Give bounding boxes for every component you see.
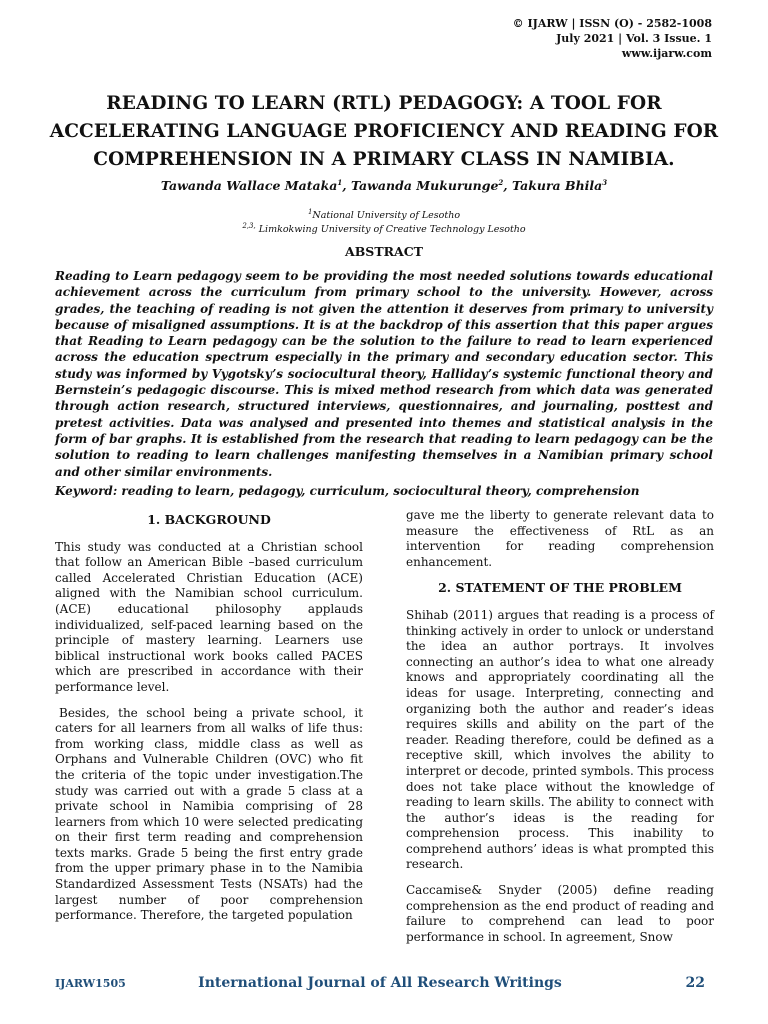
footer-journal-name: International Journal of All Research Writings [198, 975, 562, 991]
affiliation-sup: 1 [307, 208, 313, 216]
section-heading-background: 1. BACKGROUND [147, 512, 271, 527]
author-name: Tawanda Mukurunge [350, 178, 499, 194]
journal-website: www.ijarw.com [621, 47, 712, 60]
author-sup: 2 [498, 178, 504, 187]
footer-article-code: IJARW1505 [55, 977, 126, 990]
author-sep: , [503, 178, 513, 194]
paragraph: Shihab (2011) argues that reading is a process of thinking actively in order to unlock or understand the idea an author portrays. It involves connecting an author’s idea to what one already knows and appropriately coordinating all the ideas for usage. Interpreting, connecting and organizing both the author and reader’s ideas requires skills and ability on the part of the reader. Reading therefore, could be defined as a receptive skill, which involves the ability to interpret or decode, printed symbols. This process does not take place without the knowledge of reading to learn skills. The ability to connect with the author’s ideas is the reading for comprehension process. This inability to comprehend authors’ ideas is what prompted this research. [406, 607, 714, 872]
paragraph: Besides, the school being a private school, it caters for all learners from all walks of life thus: from working class, middle class as well as Orphans and Vulnerable Children (OVC) who fit the criteria of the topic under investigation.The study was carried out with a grade 5 class at a private school in Namibia comprising of 28 learners from which 10 were selected predicating on their first term reading and comprehension texts marks. Grade 5 being the first entry grade from the upper primary phase in to the Namibia Standardized Assessment Tests (NSATs) had the largest number of poor comprehension performance. Therefore, the targeted population [55, 705, 363, 923]
journal-header [513, 16, 712, 61]
affiliation-1 [0, 208, 768, 221]
right-column [406, 508, 714, 955]
author-list [0, 178, 768, 193]
paragraph: gave me the liberty to generate relevant data to measure the effectiveness of RtL as an intervention for reading comprehension enhancement. [406, 508, 714, 569]
section-heading-problem: 2. STATEMENT OF THE PROBLEM [438, 580, 682, 596]
title-line-1: READING TO LEARN (RTL) PEDAGOGY: A TOOL FOR [106, 93, 662, 114]
author-sep: , [342, 178, 351, 194]
paper-title [40, 90, 728, 174]
abstract-text: Reading to Learn pedagogy seem to be providing the most needed solutions towards educational achievement across the curriculum from primary school to the university. However, across grades, the teaching of reading is not given the attention it deserves from primary to university because of misaligned assumptions. It is at the backdrop of this assertion that this paper argues that Reading to Learn pedagogy can be the solution to the failure to read to learn experienced across the education spectrum especially in the primary and secondary education sector. This study was informed by Vygotsky’s sociocultural theory, Halliday’s systemic functional theory and Bernstein’s pedagogic discourse. This is mixed method research from which data was generated through action research, structured interviews, questionnaires, and journaling, posttest and pretest activities. Data was analysed and presented into themes and statistical analysis in the form of bar graphs. It is established from the research that reading to learn pedagogy can be the solution to reading to learn challenges manifesting themselves in a Namibian primary school and other similar environments. [55, 269, 713, 479]
left-column [55, 508, 363, 934]
title-line-2: ACCELERATING LANGUAGE PROFICIENCY AND READING FOR [49, 121, 719, 142]
page-number: 22 [685, 975, 705, 991]
title-line-3: COMPREHENSION IN A PRIMARY CLASS IN NAMIBIA. [93, 149, 675, 170]
journal-issn: © IJARW | ISSN (O) - 2582-1008 [512, 17, 712, 30]
journal-issue: July 2021 | Vol. 3 Issue. 1 [556, 32, 712, 45]
author-name: Takura Bhila [512, 178, 603, 194]
affiliation-sup: 2,3, [242, 222, 256, 230]
paragraph: Caccamise& Snyder (2005) define reading comprehension as the end product of reading and failure to comprehend can lead to poor performance in school. In agreement, Snow [406, 883, 714, 944]
affiliation-text: National University of Lesotho [312, 210, 461, 222]
affiliation-2 [0, 222, 768, 235]
affiliation-text: Limkokwing University of Creative Technology Lesotho [255, 224, 526, 236]
author-sup: 1 [337, 178, 343, 187]
keywords: Keyword: reading to learn, pedagogy, curriculum, sociocultural theory, comprehension [55, 484, 640, 498]
paragraph: This study was conducted at a Christian school that follow an American Bible –based curriculum called Accelerated Christian Education (ACE) aligned with the Namibian school curriculum. (ACE) educational philosophy applauds individualized, self-paced learning based on the principle of mastery learning. Learners use biblical instructional work books called PACES which are prescribed in accordance with their performance level. [55, 539, 363, 694]
author-name: Tawanda Wallace Mataka [160, 178, 338, 194]
abstract-heading: ABSTRACT [345, 244, 423, 259]
author-sup: 3 [602, 178, 608, 187]
